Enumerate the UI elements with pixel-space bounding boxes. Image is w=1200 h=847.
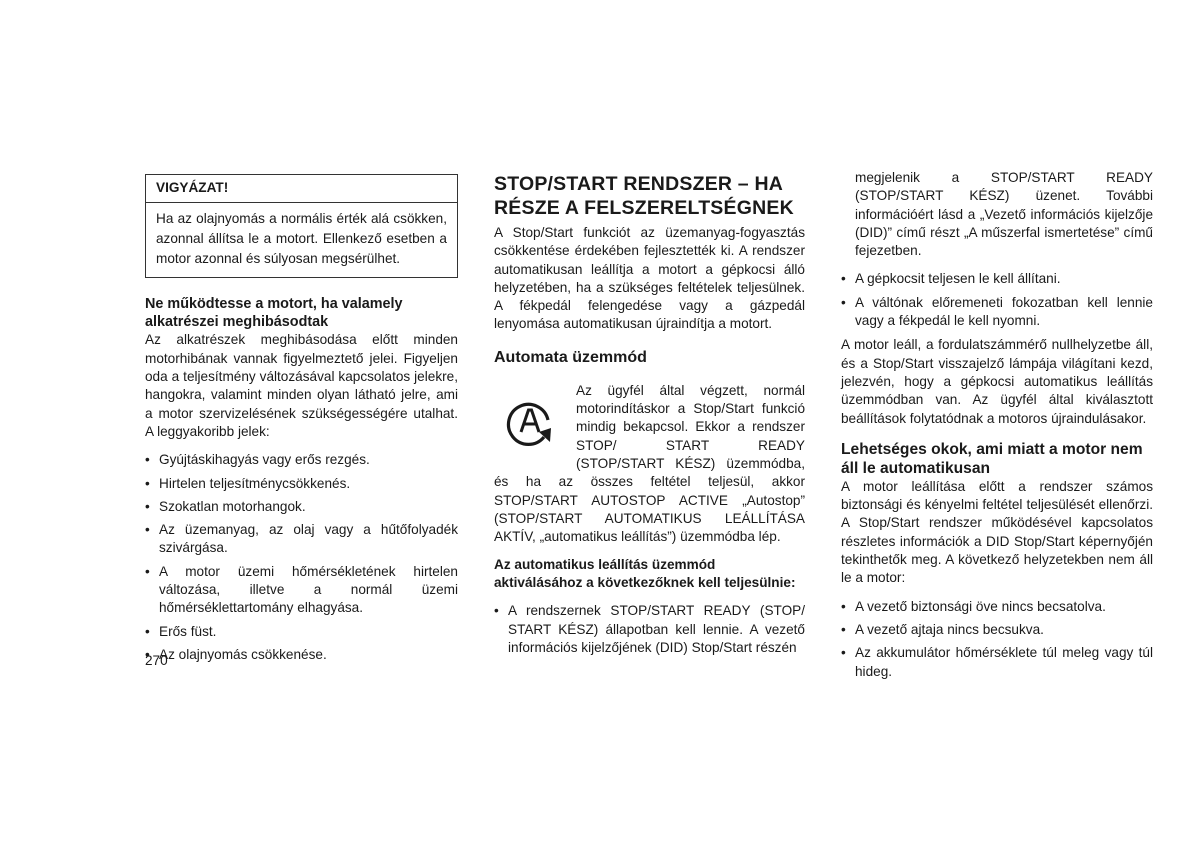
list-item: • Hirtelen teljesítménycsökkenés.	[145, 475, 458, 493]
list-item: • A motor üzemi hőmérsékletének hirtelen változása, illetve a normál üzemi hőmérséklettartomány elhagyása.	[145, 563, 458, 618]
list-item: • A gépkocsit teljesen le kell állítani.	[841, 270, 1153, 288]
continued-text: megjelenik a STOP/START READY (STOP/START KÉSZ) üzenet. További információért lásd a „Vezető információs kijelzője (DID)” című részt „A műszerfal ismertetése” című fejezetben.	[855, 170, 1153, 259]
list-item: • A vezető ajtaja nincs becsukva.	[841, 621, 1153, 639]
symptom-list	[145, 451, 458, 664]
left-column	[145, 174, 458, 669]
conditions-lead: Az automatikus leállítás üzemmód aktiválásához a következőknek kell teljesülnie:	[494, 557, 796, 591]
body-paragraph: A motor leállítása előtt a rendszer számos biztonsági és kényelmi feltétel teljesülését ellenőrzi. A Stop/Start rendszer működésével kapcsolatos részletes információk a DID Stop/Start képernyőjén tekinthetők meg. A következő helyzetekben nem áll le a motor:	[841, 478, 1153, 586]
conditions-list-continued	[841, 270, 1153, 330]
conditions-list	[494, 602, 805, 657]
intro-paragraph: A Stop/Start funkciót az üzemanyag-fogyasztás csökkentése érdekében fejlesztették ki. A rendszer automatikusan leállítja a motort a gépkocsi álló helyzetében, ha a szükséges feltételek teljesülnek. A fékpedál felengedése vagy a gázpedál lenyomása automatikusan újraindítja a motort.	[494, 225, 805, 332]
list-item: • Szokatlan motorhangok.	[145, 498, 458, 516]
body-paragraph: Az alkatrészek meghibásodása előtt minden motorhibának vannak figyelmeztető jelei. Figyeljen oda a teljesítmény változásával kapcsolatos jelekre, hangokra, valamint minden olyan látható jelre, ami a motor szervizelésének szükségességére utalhat. A leggyakoribb jelek:	[145, 332, 458, 439]
auto-mode-text: Az ügyfél által végzett, normál motorindításkor a Stop/Start funkció mindig bekapcsol. Ekkor a rendszer STOP/ START READY (STOP/START KÉSZ) üzemmódba, és ha az összes feltétel teljesül, akkor STOP/START AUTOSTOP ACTIVE „Autostop” (STOP/START AUTOMATIKUS LEÁLLÍTÁSA AKTÍV, „automatikus leállítás”) üzemmódba lép.	[494, 382, 805, 545]
warning-text: Ha az olajnyomás a normális érték alá csökken, azonnal állítsa le a motort. Ellenkező esetben a motor azonnal és súlyosan megsérülhet.	[156, 211, 447, 267]
list-item: • A váltónak előremeneti fokozatban kell lennie vagy a fékpedál le kell nyomni.	[841, 294, 1153, 331]
subsection-title: Automata üzemmód	[494, 348, 647, 366]
list-item: • Az üzemanyag, az olaj vagy a hűtőfolyadék szivárgása.	[145, 521, 458, 558]
section-title: STOP/START RENDSZER – HA RÉSZE A FELSZERELTSÉGNEK	[494, 173, 794, 219]
middle-column	[494, 172, 805, 662]
subsection-title: Lehetséges okok, ami miatt a motor nem áll le automatikusan	[841, 440, 1143, 477]
body-paragraph: A motor leáll, a fordulatszámmérő nullhelyzetbe áll, és a Stop/Start visszajelző lámpája világítani kezd, jelezvén, hogy a gépkocsi automatikus leállítás üzemmódban van. Az ügyfél által kiválasztott beállítások folytatódnak a motoros újraindulásakor.	[841, 337, 1153, 426]
section-heading: Ne működtesse a motort, ha valamely alkatrészei meghibásodtak	[145, 296, 403, 330]
right-column	[841, 169, 1153, 686]
list-item: • Gyújtáskihagyás vagy erős rezgés.	[145, 451, 458, 469]
auto-stop-start-icon	[494, 388, 566, 472]
list-item: • Erős füst.	[145, 623, 458, 641]
reasons-list	[841, 598, 1153, 681]
page-number: 270	[145, 653, 168, 668]
list-item: • Az olajnyomás csökkenése.	[145, 646, 458, 664]
warning-box	[145, 174, 458, 278]
list-item: • A vezető biztonsági öve nincs becsatolva.	[841, 598, 1153, 616]
warning-title: VIGYÁZAT!	[146, 179, 457, 203]
list-item: • A rendszernek STOP/START READY (STOP/ START KÉSZ) állapotban kell lennie. A vezető információs kijelzőjének (DID) Stop/Start részén	[494, 602, 805, 657]
list-item: • Az akkumulátor hőmérséklete túl meleg vagy túl hideg.	[841, 644, 1153, 681]
